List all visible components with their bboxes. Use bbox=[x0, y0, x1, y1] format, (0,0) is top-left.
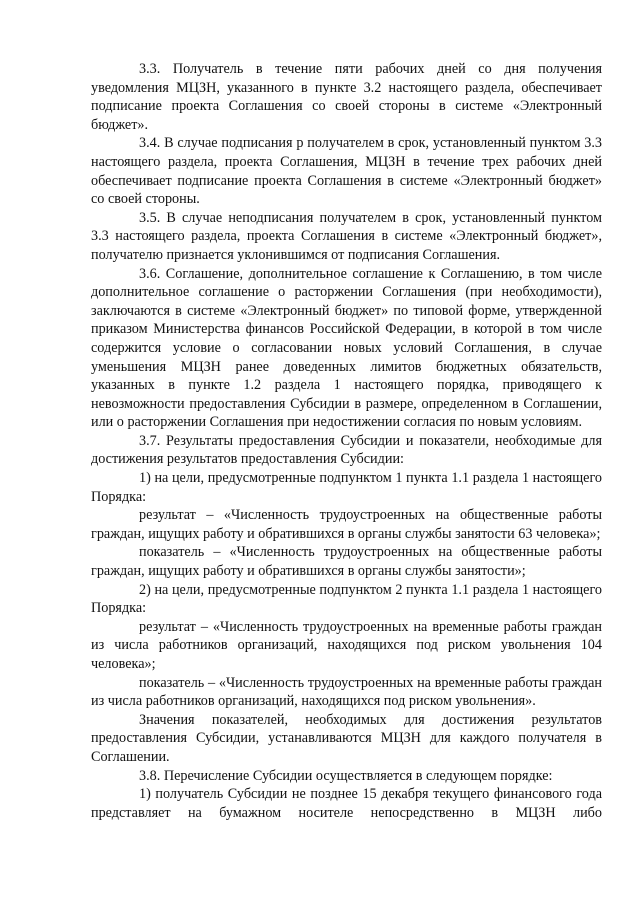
paragraph-3-6: 3.6. Соглашение, дополнительное соглашение к Соглашению, в том числе дополнительное соглашение о расторжении Соглашения (при необходимости), заключаются в системе «Электронный бюджет» по типовой форме, утвержденной приказом Министерства финансов Российской Федерации, в которой в том числе содержится условие о согласовании новых условий Соглашения, в случае уменьшения МЦЗН ранее доведенных лимитов бюджетных обязательств, указанных в пункте 1.2 раздела 1 настоящего порядка, приводящего к невозможности предоставления Субсидии в размере, определенном в Соглашении, или о расторжении Соглашения при недостижении согласия по новым условиям. bbox=[91, 265, 602, 431]
paragraph-3-8: 3.8. Перечисление Субсидии осуществляется в следующем порядке: bbox=[139, 767, 553, 784]
paragraph-3-7: 3.7. Результаты предоставления Субсидии и показатели, необходимые для достижения результатов предоставления Субсидии: bbox=[91, 432, 602, 468]
paragraph-item-1-indicator: показатель – «Численность трудоустроенных на общественные работы граждан, ищущих работу и обратившихся в органы службы занятости»; bbox=[91, 544, 602, 580]
paragraph-3-8-item-1: 1) получатель Субсидии не позднее 15 декабря текущего финансового года представляет на бумажном носителе непосредственно в МЦЗН либо bbox=[91, 786, 602, 821]
document-body bbox=[91, 60, 602, 822]
paragraph-indicator-values: Значения показателей, необходимых для достижения результатов предоставления Субсидии, устанавливаются МЦЗН для каждого получателя в Соглашении. bbox=[91, 711, 602, 765]
paragraph-3-7-item-1: 1) на цели, предусмотренные подпунктом 1 пункта 1.1 раздела 1 настоящего Порядка: bbox=[91, 470, 602, 505]
paragraph-item-2-result: результат – «Численность трудоустроенных на временные работы граждан из числа работников организаций, находящихся под риском увольнения 104 человека»; bbox=[91, 618, 602, 672]
paragraph-3-7-item-2: 2) на цели, предусмотренные подпунктом 2 пункта 1.1 раздела 1 настоящего Порядка: bbox=[91, 581, 602, 617]
paragraph-item-2-indicator: показатель – «Численность трудоустроенных на временные работы граждан из числа работников организаций, находящихся под риском увольнения». bbox=[91, 674, 602, 710]
paragraph-3-3: 3.3. Получатель в течение пяти рабочих дней со дня получения уведомления МЦЗН, указанного в пункте 3.2 настоящего раздела, обеспечивает подписание проекта Соглашения со своей стороны в системе «Электронный бюджет». bbox=[91, 61, 602, 133]
paragraph-3-4: 3.4. В случае подписания р получателем в срок, установленный пунктом 3.3 настоящего раздела, проекта Соглашения, МЦЗН в течение трех рабочих дней обеспечивает подписание проекта Соглашения в системе «Электронный бюджет» со своей стороны. bbox=[91, 135, 602, 208]
paragraph-item-1-result: результат – «Численность трудоустроенных на общественные работы граждан, ищущих работу и обратившихся в органы службы занятости 63 человека»; bbox=[91, 507, 602, 542]
paragraph-3-5: 3.5. В случае неподписания получателем в срок, установленный пунктом 3.3 настоящего раздела, проекта Соглашения в системе «Электронный бюджет», получателю признается уклонившимся от подписания Соглашения. bbox=[91, 209, 602, 263]
